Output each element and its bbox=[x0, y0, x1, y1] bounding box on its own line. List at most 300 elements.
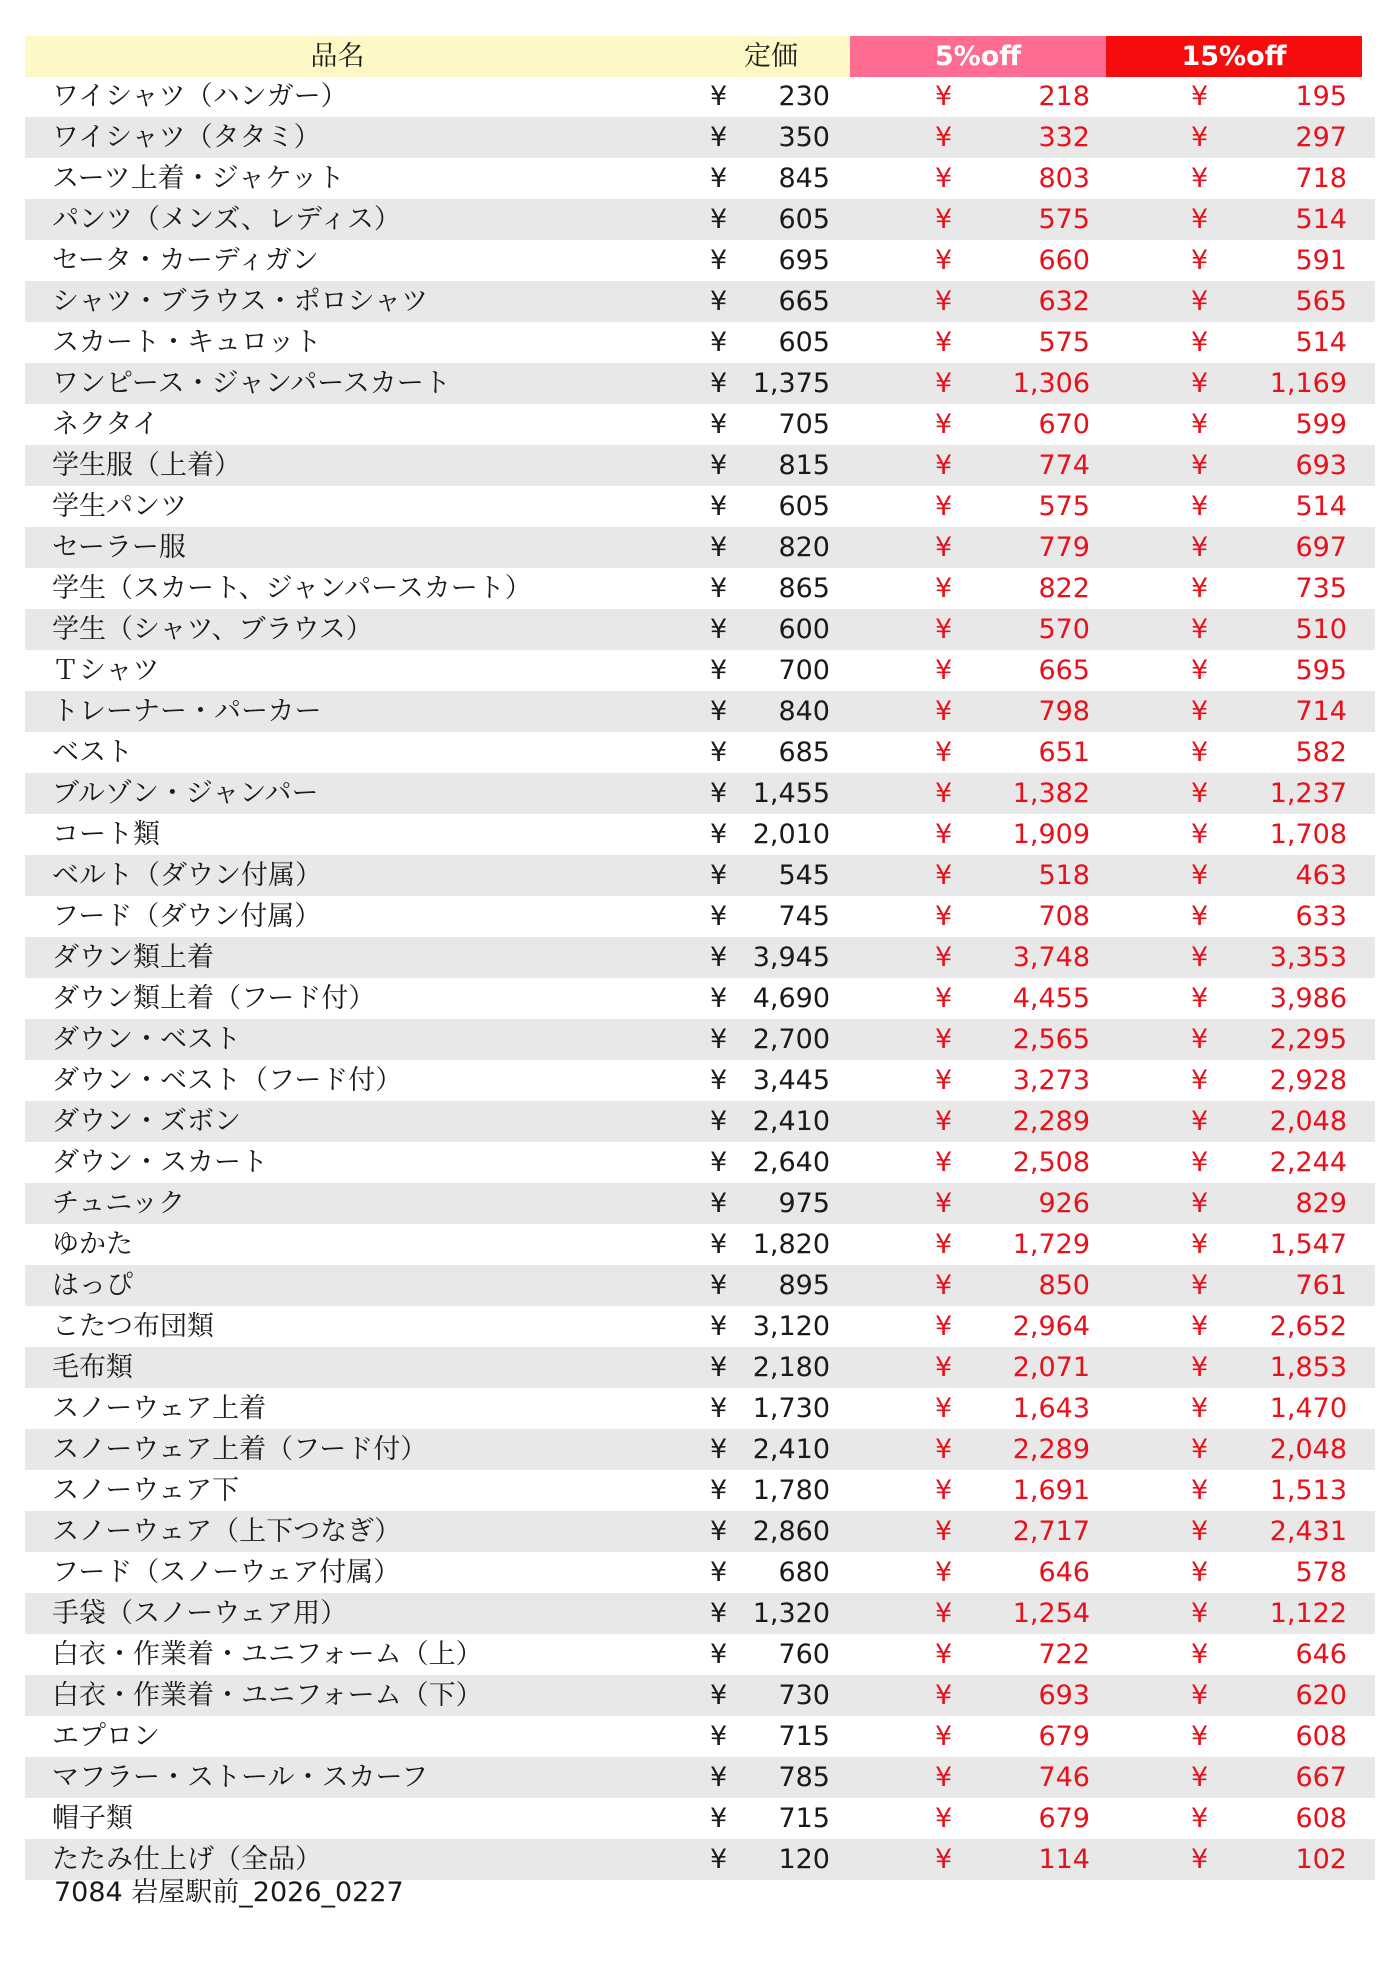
yen-symbol: ¥ bbox=[710, 1229, 728, 1260]
price-5-percent-off-cell bbox=[850, 1716, 1106, 1757]
price-15-percent-off: 735 bbox=[1295, 573, 1347, 604]
list-price-cell bbox=[650, 1101, 850, 1142]
item-name: スノーウェア（上下つなぎ） bbox=[52, 1516, 402, 1547]
yen-symbol: ¥ bbox=[710, 286, 728, 317]
table-row bbox=[25, 568, 1375, 609]
price-5-percent-off: 2,071 bbox=[1012, 1352, 1090, 1383]
price-5-percent-off: 2,289 bbox=[1012, 1434, 1090, 1465]
price-5-percent-off: 1,382 bbox=[1012, 778, 1090, 809]
list-price-cell bbox=[650, 1716, 850, 1757]
yen-symbol: ¥ bbox=[1191, 1598, 1209, 1629]
price-5-percent-off-cell bbox=[850, 1552, 1106, 1593]
list-price: 1,820 bbox=[752, 1229, 830, 1260]
price-15-percent-off: 1,470 bbox=[1269, 1393, 1347, 1424]
price-15-percent-off: 102 bbox=[1295, 1844, 1347, 1875]
yen-symbol: ¥ bbox=[1191, 1721, 1209, 1752]
list-price: 715 bbox=[778, 1803, 830, 1834]
price-15-percent-off-cell bbox=[1106, 1060, 1362, 1101]
yen-symbol: ¥ bbox=[935, 860, 953, 891]
price-15-percent-off-cell bbox=[1106, 650, 1362, 691]
yen-symbol: ¥ bbox=[1191, 1188, 1209, 1219]
list-price: 2,410 bbox=[752, 1434, 830, 1465]
price-15-percent-off: 608 bbox=[1295, 1803, 1347, 1834]
table-row bbox=[25, 855, 1375, 896]
item-name: ダウン類上着 bbox=[52, 942, 214, 973]
list-price-cell bbox=[650, 1757, 850, 1798]
yen-symbol: ¥ bbox=[1191, 1352, 1209, 1383]
price-15-percent-off: 718 bbox=[1295, 163, 1347, 194]
yen-symbol: ¥ bbox=[935, 778, 953, 809]
yen-symbol: ¥ bbox=[1191, 1639, 1209, 1670]
yen-symbol: ¥ bbox=[1191, 1680, 1209, 1711]
list-price-cell bbox=[650, 1593, 850, 1634]
table-row bbox=[25, 445, 1375, 486]
price-15-percent-off-cell bbox=[1106, 1224, 1362, 1265]
item-name: ダウン類上着（フード付） bbox=[52, 983, 376, 1014]
yen-symbol: ¥ bbox=[935, 1721, 953, 1752]
yen-symbol: ¥ bbox=[710, 778, 728, 809]
price-15-percent-off-cell bbox=[1106, 1593, 1362, 1634]
yen-symbol: ¥ bbox=[1191, 1024, 1209, 1055]
price-5-percent-off-cell bbox=[850, 1265, 1106, 1306]
list-price-cell bbox=[650, 609, 850, 650]
yen-symbol: ¥ bbox=[710, 1270, 728, 1301]
list-price-cell bbox=[650, 158, 850, 199]
price-15-percent-off-cell bbox=[1106, 732, 1362, 773]
price-15-percent-off: 578 bbox=[1295, 1557, 1347, 1588]
yen-symbol: ¥ bbox=[710, 737, 728, 768]
table-row bbox=[25, 158, 1375, 199]
price-5-percent-off: 779 bbox=[1038, 532, 1090, 563]
list-price-cell bbox=[650, 117, 850, 158]
table-row bbox=[25, 814, 1375, 855]
yen-symbol: ¥ bbox=[1191, 245, 1209, 276]
table-row bbox=[25, 486, 1375, 527]
table-row bbox=[25, 1552, 1375, 1593]
yen-symbol: ¥ bbox=[935, 655, 953, 686]
price-15-percent-off: 608 bbox=[1295, 1721, 1347, 1752]
price-5-percent-off: 722 bbox=[1038, 1639, 1090, 1670]
price-5-percent-off: 3,273 bbox=[1012, 1065, 1090, 1096]
list-price-cell bbox=[650, 1675, 850, 1716]
list-price-cell bbox=[650, 1347, 850, 1388]
list-price: 1,375 bbox=[752, 368, 830, 399]
yen-symbol: ¥ bbox=[710, 1844, 728, 1875]
price-5-percent-off: 2,508 bbox=[1012, 1147, 1090, 1178]
price-5-percent-off: 1,306 bbox=[1012, 368, 1090, 399]
price-5-percent-off: 518 bbox=[1038, 860, 1090, 891]
item-name: セーラー服 bbox=[52, 532, 186, 563]
price-5-percent-off-cell bbox=[850, 1183, 1106, 1224]
price-15-percent-off-cell bbox=[1106, 937, 1362, 978]
table-row bbox=[25, 1634, 1375, 1675]
price-15-percent-off: 1,169 bbox=[1269, 368, 1347, 399]
price-15-percent-off: 463 bbox=[1295, 860, 1347, 891]
price-15-percent-off-cell bbox=[1106, 1675, 1362, 1716]
price-15-percent-off: 3,353 bbox=[1269, 942, 1347, 973]
price-15-percent-off: 714 bbox=[1295, 696, 1347, 727]
price-15-percent-off-cell bbox=[1106, 855, 1362, 896]
price-15-percent-off-cell bbox=[1106, 814, 1362, 855]
list-price-cell bbox=[650, 1511, 850, 1552]
price-15-percent-off-cell bbox=[1106, 1716, 1362, 1757]
list-price: 820 bbox=[778, 532, 830, 563]
list-price: 2,410 bbox=[752, 1106, 830, 1137]
price-5-percent-off-cell bbox=[850, 691, 1106, 732]
item-name: 毛布類 bbox=[52, 1352, 133, 1383]
item-name: ワイシャツ（タタミ） bbox=[52, 122, 321, 153]
price-5-percent-off: 1,254 bbox=[1012, 1598, 1090, 1629]
item-name: こたつ布団類 bbox=[52, 1311, 214, 1342]
yen-symbol: ¥ bbox=[935, 1352, 953, 1383]
price-15-percent-off: 2,431 bbox=[1269, 1516, 1347, 1547]
list-price: 350 bbox=[778, 122, 830, 153]
list-price-cell bbox=[650, 814, 850, 855]
table-row bbox=[25, 1019, 1375, 1060]
yen-symbol: ¥ bbox=[935, 1147, 953, 1178]
item-name: 学生（スカート、ジャンパースカート） bbox=[52, 573, 532, 604]
table-row bbox=[25, 527, 1375, 568]
price-5-percent-off-cell bbox=[850, 1511, 1106, 1552]
list-price-cell bbox=[650, 568, 850, 609]
table-row bbox=[25, 732, 1375, 773]
item-name: ワンピース・ジャンパースカート bbox=[52, 368, 451, 399]
price-5-percent-off-cell bbox=[850, 1142, 1106, 1183]
yen-symbol: ¥ bbox=[710, 163, 728, 194]
yen-symbol: ¥ bbox=[935, 1680, 953, 1711]
yen-symbol: ¥ bbox=[1191, 491, 1209, 522]
list-price-cell bbox=[650, 896, 850, 937]
item-name: 学生服（上着） bbox=[52, 450, 241, 481]
list-price: 700 bbox=[778, 655, 830, 686]
list-price-cell bbox=[650, 404, 850, 445]
price-5-percent-off: 679 bbox=[1038, 1803, 1090, 1834]
list-price-cell bbox=[650, 363, 850, 404]
list-price-cell bbox=[650, 1142, 850, 1183]
table-row bbox=[25, 240, 1375, 281]
table-row bbox=[25, 937, 1375, 978]
list-price-cell bbox=[650, 937, 850, 978]
list-price-cell bbox=[650, 240, 850, 281]
price-5-percent-off: 575 bbox=[1038, 327, 1090, 358]
item-name: ダウン・ベスト bbox=[52, 1024, 241, 1055]
table-row bbox=[25, 609, 1375, 650]
list-price: 1,455 bbox=[752, 778, 830, 809]
price-15-percent-off: 514 bbox=[1295, 491, 1347, 522]
price-5-percent-off-cell bbox=[850, 1306, 1106, 1347]
price-5-percent-off-cell bbox=[850, 404, 1106, 445]
yen-symbol: ¥ bbox=[710, 1639, 728, 1670]
yen-symbol: ¥ bbox=[1191, 655, 1209, 686]
yen-symbol: ¥ bbox=[1191, 450, 1209, 481]
table-row bbox=[25, 1142, 1375, 1183]
list-price: 605 bbox=[778, 327, 830, 358]
price-15-percent-off-cell bbox=[1106, 1388, 1362, 1429]
price-15-percent-off: 582 bbox=[1295, 737, 1347, 768]
price-15-percent-off-cell bbox=[1106, 1552, 1362, 1593]
item-name: スノーウェア上着 bbox=[52, 1393, 267, 1424]
item-name: フード（ダウン付属） bbox=[52, 901, 322, 932]
yen-symbol: ¥ bbox=[1191, 409, 1209, 440]
yen-symbol: ¥ bbox=[935, 450, 953, 481]
yen-symbol: ¥ bbox=[1191, 1762, 1209, 1793]
price-5-percent-off-cell bbox=[850, 1634, 1106, 1675]
price-15-percent-off-cell bbox=[1106, 1511, 1362, 1552]
price-15-percent-off: 2,048 bbox=[1269, 1434, 1347, 1465]
price-15-percent-off: 1,122 bbox=[1269, 1598, 1347, 1629]
item-name: 帽子類 bbox=[52, 1803, 133, 1834]
item-name: コート類 bbox=[52, 819, 160, 850]
list-price-cell bbox=[650, 322, 850, 363]
list-price: 705 bbox=[778, 409, 830, 440]
yen-symbol: ¥ bbox=[710, 901, 728, 932]
price-5-percent-off: 646 bbox=[1038, 1557, 1090, 1588]
price-15-percent-off-cell bbox=[1106, 1019, 1362, 1060]
yen-symbol: ¥ bbox=[935, 737, 953, 768]
yen-symbol: ¥ bbox=[710, 942, 728, 973]
price-5-percent-off: 2,717 bbox=[1012, 1516, 1090, 1547]
yen-symbol: ¥ bbox=[710, 368, 728, 399]
price-5-percent-off: 803 bbox=[1038, 163, 1090, 194]
list-price: 685 bbox=[778, 737, 830, 768]
list-price: 2,180 bbox=[752, 1352, 830, 1383]
table-row bbox=[25, 1757, 1375, 1798]
price-15-percent-off-cell bbox=[1106, 1798, 1362, 1839]
item-name: 白衣・作業着・ユニフォーム（下） bbox=[52, 1680, 483, 1711]
price-5-percent-off-cell bbox=[850, 486, 1106, 527]
table-row bbox=[25, 76, 1375, 117]
price-5-percent-off-cell bbox=[850, 609, 1106, 650]
item-name: マフラー・ストール・スカーフ bbox=[52, 1762, 429, 1793]
table-row bbox=[25, 322, 1375, 363]
list-price: 730 bbox=[778, 1680, 830, 1711]
yen-symbol: ¥ bbox=[935, 286, 953, 317]
item-name: スノーウェア上着（フード付） bbox=[52, 1434, 428, 1465]
yen-symbol: ¥ bbox=[1191, 1557, 1209, 1588]
yen-symbol: ¥ bbox=[1191, 778, 1209, 809]
price-15-percent-off-cell bbox=[1106, 1634, 1362, 1675]
price-5-percent-off-cell bbox=[850, 732, 1106, 773]
price-15-percent-off: 2,928 bbox=[1269, 1065, 1347, 1096]
price-5-percent-off-cell bbox=[850, 1839, 1106, 1880]
list-price-cell bbox=[650, 1183, 850, 1224]
yen-symbol: ¥ bbox=[1191, 1270, 1209, 1301]
price-15-percent-off: 514 bbox=[1295, 327, 1347, 358]
price-15-percent-off-cell bbox=[1106, 978, 1362, 1019]
table-row bbox=[25, 117, 1375, 158]
price-15-percent-off-cell bbox=[1106, 773, 1362, 814]
yen-symbol: ¥ bbox=[1191, 286, 1209, 317]
price-5-percent-off: 926 bbox=[1038, 1188, 1090, 1219]
price-15-percent-off-cell bbox=[1106, 363, 1362, 404]
price-5-percent-off-cell bbox=[850, 1593, 1106, 1634]
table-row bbox=[25, 896, 1375, 937]
table-row bbox=[25, 1716, 1375, 1757]
price-15-percent-off-cell bbox=[1106, 1757, 1362, 1798]
yen-symbol: ¥ bbox=[935, 368, 953, 399]
item-name: ゆかた bbox=[52, 1229, 133, 1260]
yen-symbol: ¥ bbox=[710, 1106, 728, 1137]
yen-symbol: ¥ bbox=[710, 1352, 728, 1383]
price-5-percent-off: 1,643 bbox=[1012, 1393, 1090, 1424]
price-15-percent-off-cell bbox=[1106, 1142, 1362, 1183]
yen-symbol: ¥ bbox=[935, 1270, 953, 1301]
price-5-percent-off: 850 bbox=[1038, 1270, 1090, 1301]
store-code-footer: 7084 岩屋駅前_2026_0227 bbox=[54, 1877, 404, 1908]
item-name: セータ・カーディガン bbox=[52, 245, 319, 276]
table-row bbox=[25, 1388, 1375, 1429]
price-15-percent-off-cell bbox=[1106, 1839, 1362, 1880]
price-5-percent-off: 218 bbox=[1038, 81, 1090, 112]
price-5-percent-off-cell bbox=[850, 855, 1106, 896]
list-price-cell bbox=[650, 199, 850, 240]
item-name: フード（スノーウェア付属） bbox=[52, 1557, 401, 1588]
yen-symbol: ¥ bbox=[1191, 860, 1209, 891]
yen-symbol: ¥ bbox=[710, 860, 728, 891]
list-price: 605 bbox=[778, 491, 830, 522]
list-price: 680 bbox=[778, 1557, 830, 1588]
yen-symbol: ¥ bbox=[710, 655, 728, 686]
yen-symbol: ¥ bbox=[935, 1557, 953, 1588]
yen-symbol: ¥ bbox=[1191, 1516, 1209, 1547]
yen-symbol: ¥ bbox=[710, 1065, 728, 1096]
price-15-percent-off: 1,853 bbox=[1269, 1352, 1347, 1383]
price-15-percent-off: 2,048 bbox=[1269, 1106, 1347, 1137]
price-5-percent-off: 822 bbox=[1038, 573, 1090, 604]
price-5-percent-off: 670 bbox=[1038, 409, 1090, 440]
price-15-percent-off-cell bbox=[1106, 1429, 1362, 1470]
price-5-percent-off-cell bbox=[850, 117, 1106, 158]
yen-symbol: ¥ bbox=[1191, 1065, 1209, 1096]
price-5-percent-off: 575 bbox=[1038, 204, 1090, 235]
price-15-percent-off-cell bbox=[1106, 117, 1362, 158]
list-price-cell bbox=[650, 1552, 850, 1593]
price-5-percent-off-cell bbox=[850, 199, 1106, 240]
price-5-percent-off: 660 bbox=[1038, 245, 1090, 276]
price-15-percent-off: 693 bbox=[1295, 450, 1347, 481]
price-5-percent-off: 4,455 bbox=[1012, 983, 1090, 1014]
price-15-percent-off: 667 bbox=[1295, 1762, 1347, 1793]
yen-symbol: ¥ bbox=[710, 450, 728, 481]
price-5-percent-off-cell bbox=[850, 937, 1106, 978]
yen-symbol: ¥ bbox=[1191, 1803, 1209, 1834]
price-15-percent-off-cell bbox=[1106, 445, 1362, 486]
price-15-percent-off-cell bbox=[1106, 158, 1362, 199]
list-price: 815 bbox=[778, 450, 830, 481]
yen-symbol: ¥ bbox=[710, 819, 728, 850]
table-row bbox=[25, 1347, 1375, 1388]
item-name: スノーウェア下 bbox=[52, 1475, 240, 1506]
price-15-percent-off: 1,547 bbox=[1269, 1229, 1347, 1260]
item-name: 学生（シャツ、ブラウス） bbox=[52, 614, 373, 645]
list-price: 845 bbox=[778, 163, 830, 194]
yen-symbol: ¥ bbox=[710, 1434, 728, 1465]
yen-symbol: ¥ bbox=[1191, 1844, 1209, 1875]
list-price: 665 bbox=[778, 286, 830, 317]
yen-symbol: ¥ bbox=[935, 1516, 953, 1547]
table-row bbox=[25, 1265, 1375, 1306]
price-15-percent-off: 2,295 bbox=[1269, 1024, 1347, 1055]
list-price: 715 bbox=[778, 1721, 830, 1752]
price-15-percent-off: 195 bbox=[1295, 81, 1347, 112]
price-table bbox=[25, 36, 1375, 1880]
price-15-percent-off: 2,652 bbox=[1269, 1311, 1347, 1342]
price-5-percent-off-cell bbox=[850, 1019, 1106, 1060]
price-5-percent-off: 2,289 bbox=[1012, 1106, 1090, 1137]
item-name: スーツ上着・ジャケット bbox=[52, 163, 345, 194]
header-5-percent-off: 5%off bbox=[850, 36, 1106, 77]
price-15-percent-off: 761 bbox=[1295, 1270, 1347, 1301]
price-5-percent-off: 774 bbox=[1038, 450, 1090, 481]
price-5-percent-off: 570 bbox=[1038, 614, 1090, 645]
list-price: 3,445 bbox=[752, 1065, 830, 1096]
price-5-percent-off-cell bbox=[850, 1470, 1106, 1511]
yen-symbol: ¥ bbox=[710, 409, 728, 440]
price-15-percent-off-cell bbox=[1106, 281, 1362, 322]
price-15-percent-off-cell bbox=[1106, 1265, 1362, 1306]
yen-symbol: ¥ bbox=[935, 81, 953, 112]
list-price: 785 bbox=[778, 1762, 830, 1793]
price-5-percent-off: 575 bbox=[1038, 491, 1090, 522]
header-item-name: 品名 bbox=[25, 36, 650, 77]
price-15-percent-off-cell bbox=[1106, 1347, 1362, 1388]
list-price-cell bbox=[650, 650, 850, 691]
list-price-cell bbox=[650, 978, 850, 1019]
price-15-percent-off-cell bbox=[1106, 1101, 1362, 1142]
table-row bbox=[25, 1675, 1375, 1716]
yen-symbol: ¥ bbox=[1191, 1311, 1209, 1342]
yen-symbol: ¥ bbox=[1191, 122, 1209, 153]
yen-symbol: ¥ bbox=[710, 1024, 728, 1055]
yen-symbol: ¥ bbox=[710, 1762, 728, 1793]
price-5-percent-off-cell bbox=[850, 1798, 1106, 1839]
list-price-cell bbox=[650, 1634, 850, 1675]
list-price-cell bbox=[650, 1265, 850, 1306]
yen-symbol: ¥ bbox=[710, 532, 728, 563]
item-name: Ｔシャツ bbox=[52, 655, 160, 686]
price-15-percent-off-cell bbox=[1106, 568, 1362, 609]
header-15-percent-off: 15%off bbox=[1106, 36, 1362, 77]
price-5-percent-off-cell bbox=[850, 76, 1106, 117]
price-15-percent-off-cell bbox=[1106, 199, 1362, 240]
yen-symbol: ¥ bbox=[935, 983, 953, 1014]
yen-symbol: ¥ bbox=[710, 1311, 728, 1342]
item-name: パンツ（メンズ、レディス） bbox=[52, 204, 401, 235]
list-price: 2,640 bbox=[752, 1147, 830, 1178]
yen-symbol: ¥ bbox=[935, 122, 953, 153]
price-15-percent-off: 595 bbox=[1295, 655, 1347, 686]
price-15-percent-off: 620 bbox=[1295, 1680, 1347, 1711]
yen-symbol: ¥ bbox=[1191, 737, 1209, 768]
table-row bbox=[25, 773, 1375, 814]
yen-symbol: ¥ bbox=[710, 491, 728, 522]
price-5-percent-off-cell bbox=[850, 1224, 1106, 1265]
yen-symbol: ¥ bbox=[935, 1311, 953, 1342]
item-name: ダウン・ズボン bbox=[52, 1106, 241, 1137]
price-15-percent-off: 829 bbox=[1295, 1188, 1347, 1219]
yen-symbol: ¥ bbox=[710, 1147, 728, 1178]
yen-symbol: ¥ bbox=[1191, 204, 1209, 235]
price-5-percent-off-cell bbox=[850, 240, 1106, 281]
yen-symbol: ¥ bbox=[935, 614, 953, 645]
item-name: ベスト bbox=[52, 737, 133, 768]
list-price: 865 bbox=[778, 573, 830, 604]
table-row bbox=[25, 404, 1375, 445]
yen-symbol: ¥ bbox=[935, 1803, 953, 1834]
list-price-cell bbox=[650, 732, 850, 773]
yen-symbol: ¥ bbox=[1191, 901, 1209, 932]
yen-symbol: ¥ bbox=[935, 163, 953, 194]
